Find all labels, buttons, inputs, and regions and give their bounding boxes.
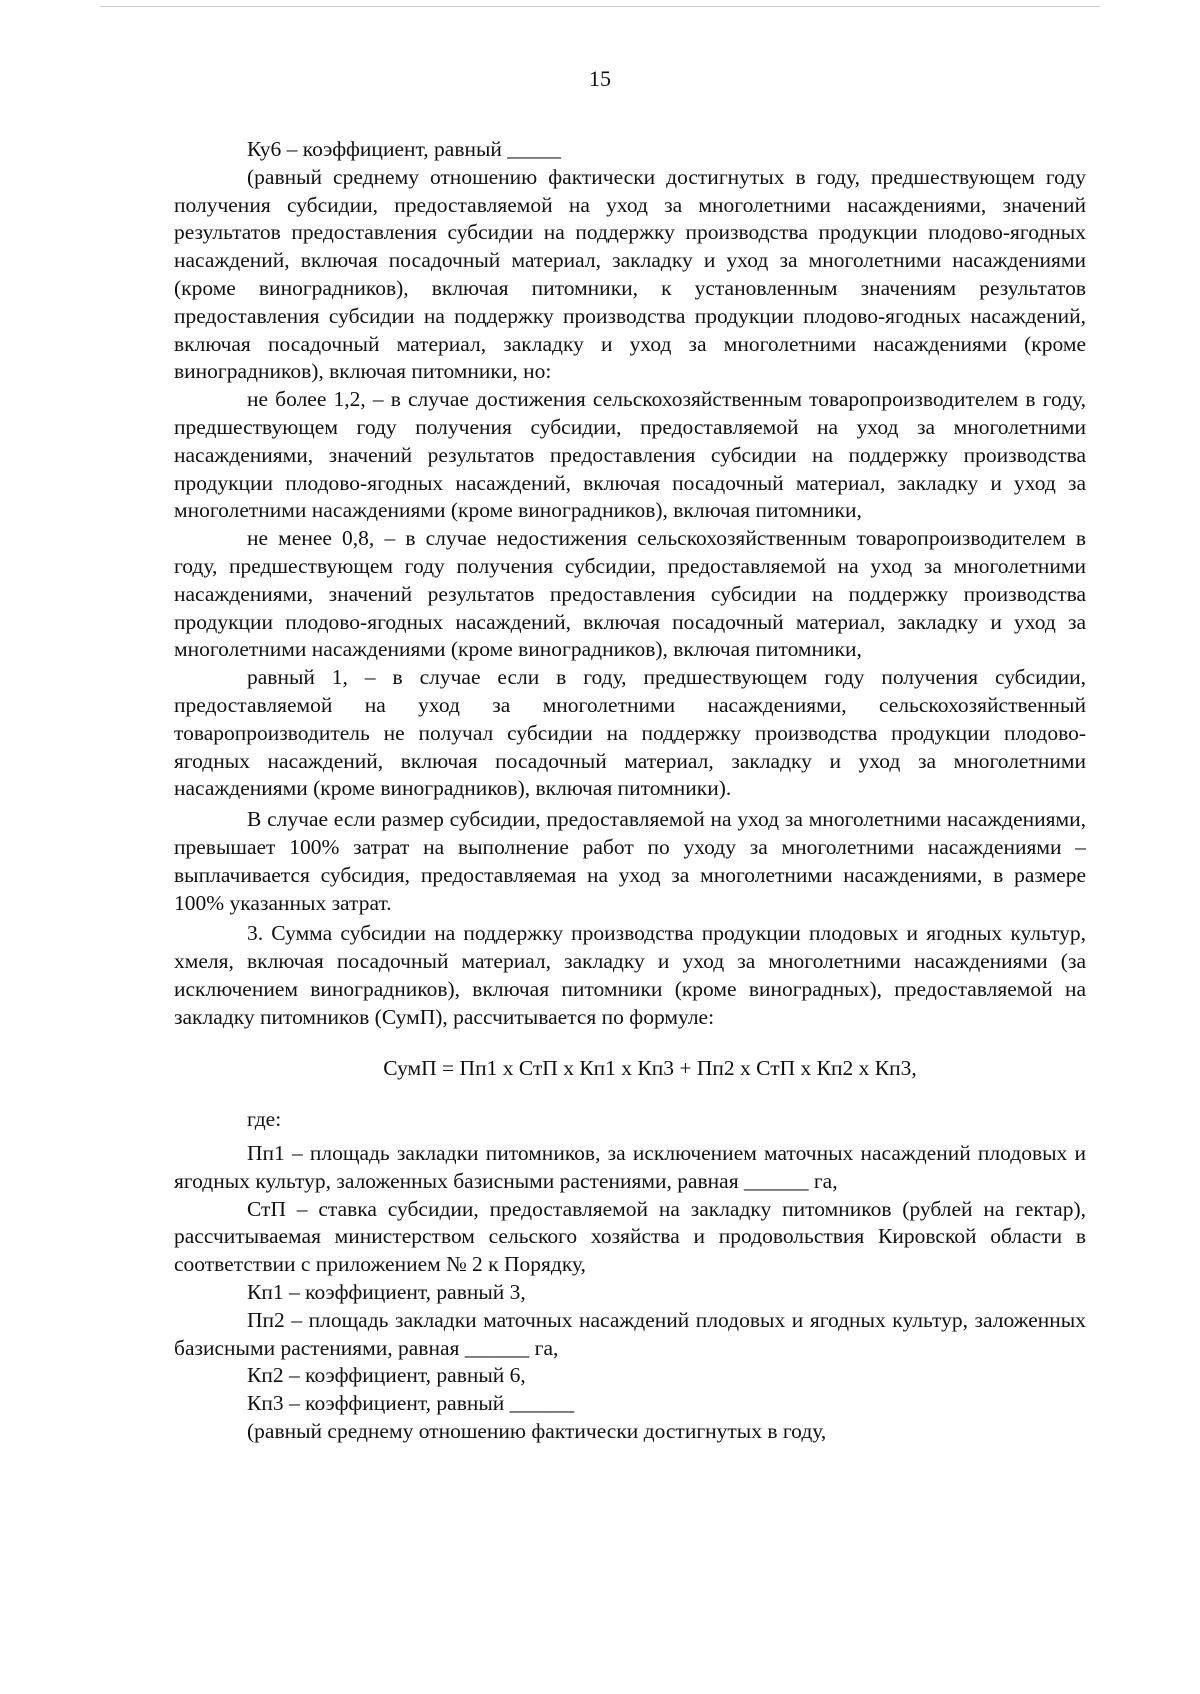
paragraph-ku6-explanation: (равный среднему отношению фактически достигнутых в году, предшествующем году получения субсидии, предоставляемой на уход за многолетними насаждениями, значений результатов предоставления субсидии на поддержку производства продукции плодово-ягодных насаждений, включая посадочный материал, закладку и уход за многолетними насаждениями (кроме виноградников), включая питомники, к установленным значениям результатов предоставления субсидии на поддержку производства продукции плодово-ягодных насаждений, включая посадочный материал, закладку и уход за многолетними насаждениями (кроме виноградников), включая питомники, но: [174,164,1086,384]
page-number: 15 [589,66,611,91]
paragraph-not-less-than: не менее 0,8, – в случае недостижения сельскохозяйственным товаропроизводителем в году, предшествующем году получения субсидии, предоставляемой на уход за многолетними насаждениями, значений результатов предоставления субсидии на поддержку производства продукции плодово-ягодных насаждений, включая посадочный материал, закладку и уход за многолетними насаждениями (кроме виноградников), включая питомники, [174,526,1086,662]
paragraph-point-3: 3. Сумма субсидии на поддержку производства продукции плодовых и ягодных культур, хмеля, включая посадочный материал, закладку и уход за многолетними насаждениями (за исключением виноградников), включая питомники (кроме виноградных), предоставляемой на закладку питомников (СумП), рассчитывается по формуле: [174,921,1086,1029]
paragraph-ku6: Ку6 – коэффициент, равный _____ [247,137,562,161]
definition-stp: СтП – ставка субсидии, предоставляемой на закладку питомников (рублей на гектар), рассчитываемая министерством сельского хозяйства и продовольствия Кировской области в соответствии с приложением № 2 к Порядку, [174,1196,1086,1277]
definition-pp1: Пп1 – площадь закладки питомников, за исключением маточных насаждений плодовых и ягодных культур, заложенных базисными растениями, равная ______ га, [174,1141,1086,1193]
definitions-intro: где: [247,1107,282,1132]
formula-sump: СумП = Пп1 х СтП х Кп1 х Кп3 + Пп2 х СтП х Кп2 х Кп3, [383,1055,917,1080]
document-body [174,136,1086,1446]
definition-kp2: Кп2 – коэффициент, равный 6, [247,1363,526,1388]
definition-kp3-explanation: (равный среднему отношению фактически достигнутых в году, [247,1419,827,1444]
paragraph-not-more-than: не более 1,2, – в случае достижения сельскохозяйственным товаропроизводителем в году, предшествующем году получения субсидии, предоставляемой на уход за многолетними насаждениями, значений результатов предоставления субсидии на поддержку производства продукции плодово-ягодных насаждений, включая посадочный материал, закладку и уход за многолетними насаждениями (кроме виноградников), включая питомники, [174,387,1086,523]
paragraph-subsidy-limit: В случае если размер субсидии, предоставляемой на уход за многолетними насаждениями, превышает 100% затрат на выполнение работ по уходу за многолетними насаждениями – выплачивается субсидия, предоставляемая на уход за многолетними насаждениями, в размере 100% указанных затрат. [174,807,1086,915]
definition-pp2: Пп2 – площадь закладки маточных насаждений плодовых и ягодных культур, заложенных базисными растениями, равная ______ га, [174,1307,1086,1360]
scan-top-edge [100,6,1100,7]
paragraph-equal-one: равный 1, – в случае если в году, предшествующем году получения субсидии, предоставляемой на уход за многолетними насаждениями, сельскохозяйственный товаропроизводитель не получал субсидии на поддержку производства продукции плодово-ягодных насаждений, включая посадочный материал, закладку и уход за многолетними насаждениями (кроме виноградников), включая питомники). [174,665,1086,801]
definition-kp3: Кп3 – коэффициент, равный ______ [247,1391,575,1416]
definition-kp1: Кп1 – коэффициент, равный 3, [247,1280,526,1305]
